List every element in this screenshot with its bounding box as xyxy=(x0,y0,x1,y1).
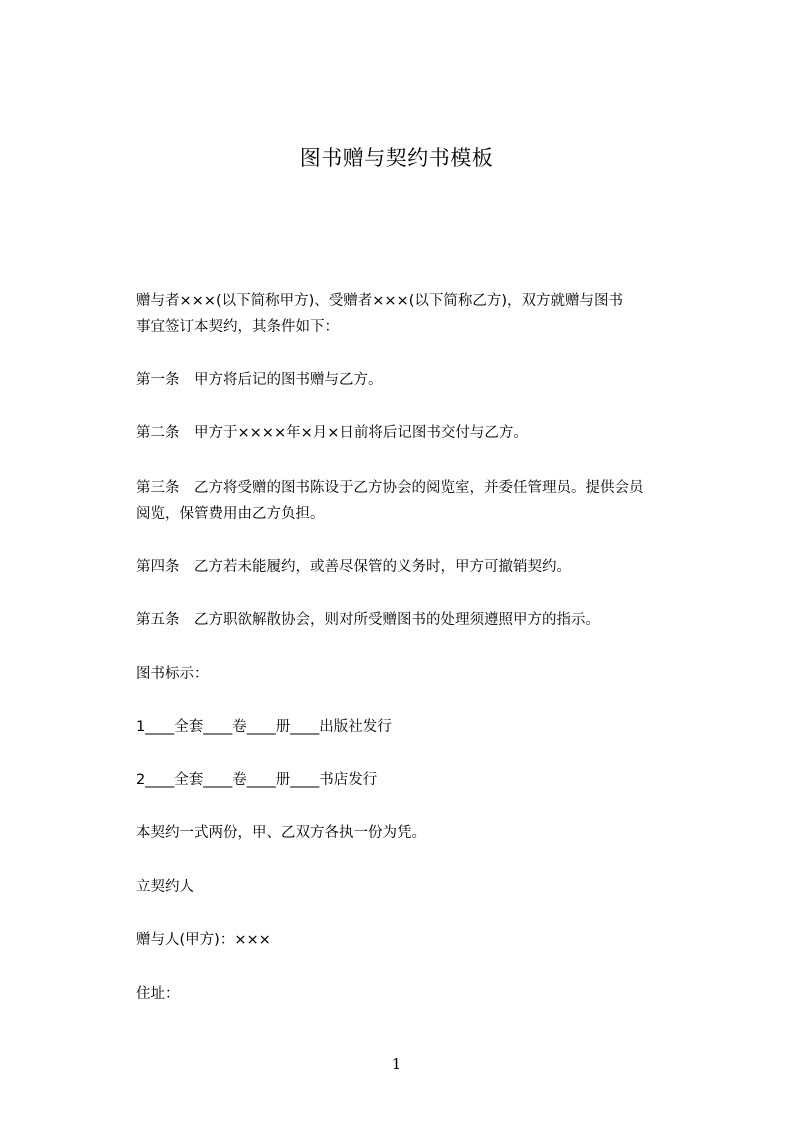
books-label: 图书标示： xyxy=(136,666,209,682)
parties-label: 立契约人 xyxy=(136,879,194,895)
article-4: 第四条 乙方若未能履约，或善尽保管的义务时，甲方可撤销契约。 xyxy=(136,559,571,575)
intro-line-1: 赠与者×××(以下简称甲方)、受赠者×××(以下简称乙方)，双方就赠与图书 xyxy=(136,293,624,309)
book-entry-1: 1____全套____卷____册____出版社发行 xyxy=(136,719,392,735)
article-5: 第五条 乙方职欲解散协会，则对所受赠图书的处理须遵照甲方的指示。 xyxy=(136,612,600,628)
donor-line: 赠与人(甲方)：××× xyxy=(136,932,271,948)
article-3-line-1: 第三条 乙方将受赠的图书陈设于乙方协会的阅览室，并委任管理员。提供会员 xyxy=(136,480,644,496)
address-line: 住址： xyxy=(136,986,180,1002)
document-title: 图书赠与契约书模板 xyxy=(299,146,494,170)
article-2: 第二条 甲方于××××年×月×日前将后记图书交付与乙方。 xyxy=(136,425,528,441)
copies-clause: 本契约一式两份，甲、乙双方各执一份为凭。 xyxy=(136,825,426,841)
intro-line-2: 事宜签订本契约，其条件如下： xyxy=(136,319,339,335)
article-3-line-2: 阅览，保管费用由乙方负担。 xyxy=(136,506,325,522)
page-number: 1 xyxy=(391,1055,402,1073)
article-1: 第一条 甲方将后记的图书赠与乙方。 xyxy=(136,372,383,388)
book-entry-2: 2____全套____卷____册____书店发行 xyxy=(136,772,378,788)
